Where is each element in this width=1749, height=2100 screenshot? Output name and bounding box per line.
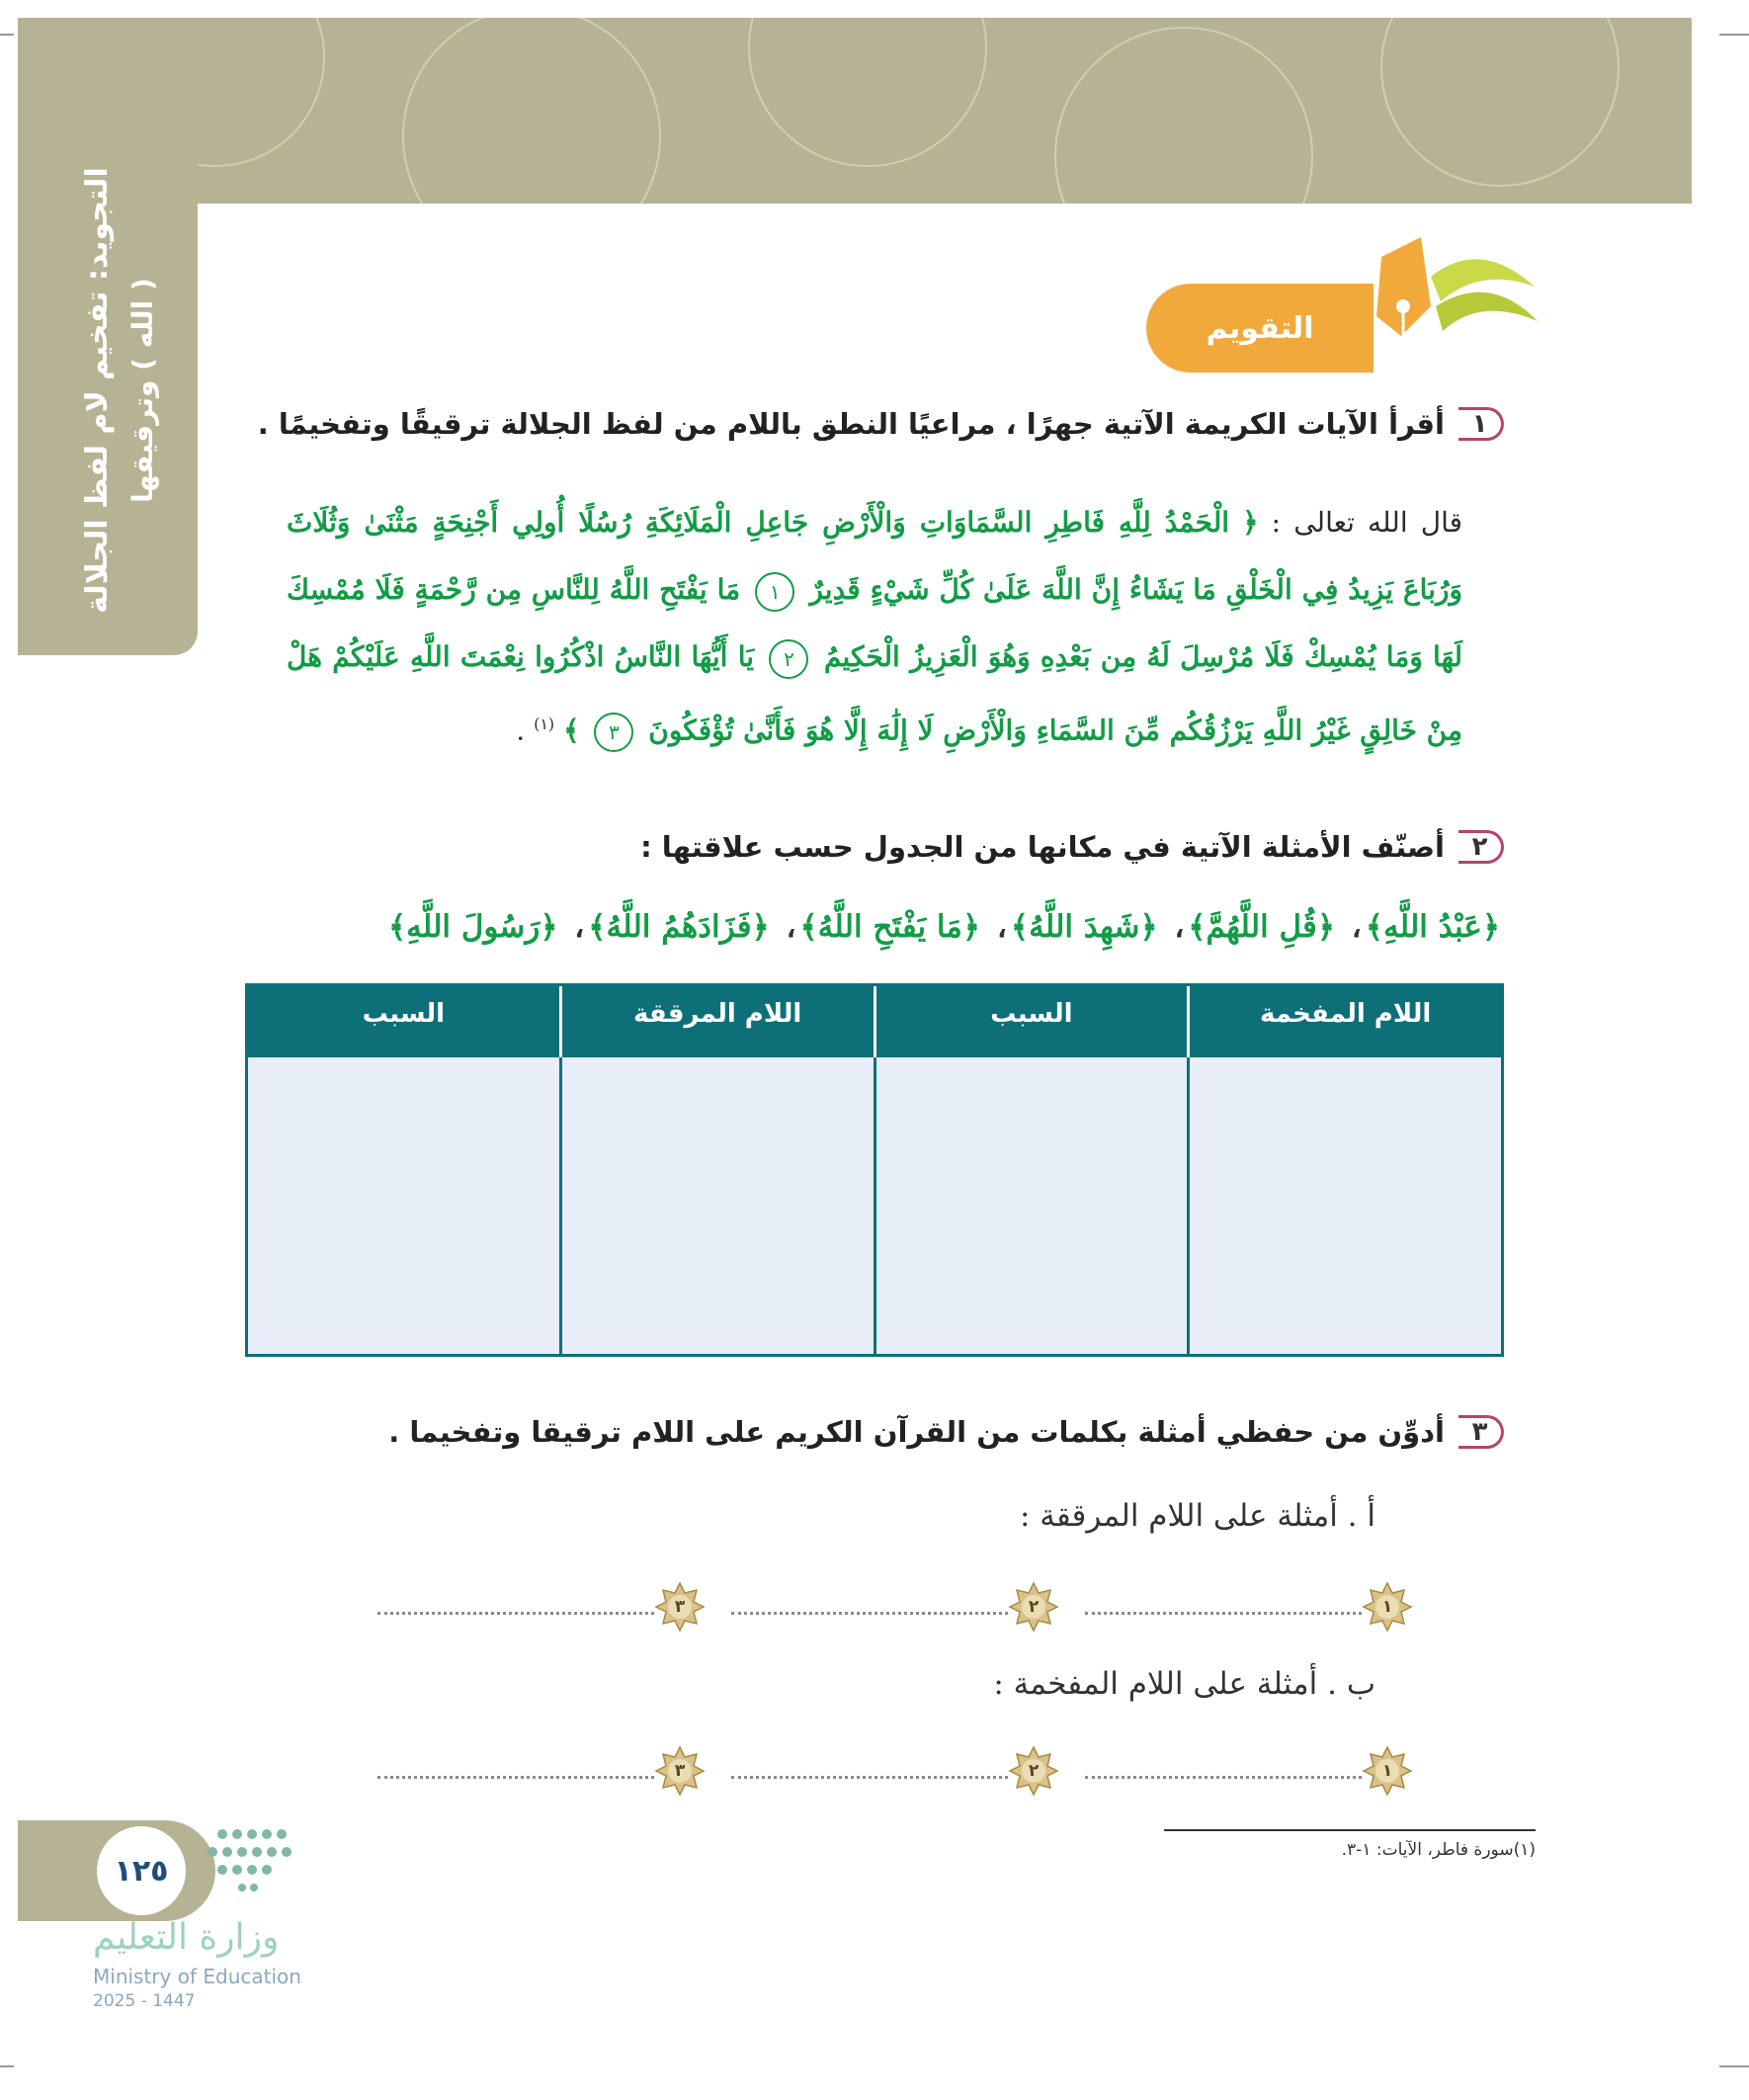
ministry-name-arabic: وزارة التعليم [93, 1917, 280, 1958]
chapter-title [75, 158, 194, 623]
question-3 [388, 1415, 1504, 1449]
example-item: ﴿فَزَادَهُمُ اللَّهُ﴾ [588, 909, 770, 945]
classification-table [245, 983, 1504, 1357]
arabesque-pattern [18, 18, 1692, 204]
verse-text-2: مَا يَفْتَحِ اللَّهُ لِلنَّاسِ مِن رَّحْمَةٍ فَلَا مُمْسِكَ لَهَا وَمَا يُمْسِكْ فَلَا مُرْسِلَ لَهُ مِن بَعْدِهِ وَهُوَ الْعَزِيزُ الْحَكِيمُ [287, 573, 1463, 673]
example-item: ﴿شَهِدَ اللَّهُ﴾ [1010, 909, 1158, 945]
answer-row-heavy [326, 1741, 1413, 1801]
question-text: أقرأ الآيات الكريمة الآتية جهرًا ، مراعيًا النطق باللام من لفظ الجلالة ترقيقًا وتفخيمًا . [257, 407, 1445, 441]
header-band [18, 18, 1692, 204]
table-header-row [248, 986, 1501, 1057]
table-answer-cell[interactable] [559, 1057, 874, 1354]
star-number-icon [654, 1581, 706, 1633]
examples-list [294, 909, 1500, 945]
answer-slot[interactable] [731, 1581, 1059, 1633]
example-separator: ، [1351, 909, 1362, 945]
verse-text-3: يَا أَيُّهَا النَّاسُ اذْكُرُوا نِعْمَتَ اللَّهِ عَلَيْكُمْ هَلْ مِنْ خَالِقٍ غَيْرُ اللَّهِ يَرْزُقُكُم مِّنَ السَّمَاءِ وَالْأَرْضِ لَا إِلَٰهَ إِلَّا هُوَ فَأَنَّىٰ تُؤْفَكُونَ [287, 640, 1462, 747]
quran-passage [287, 489, 1462, 764]
chapter-title-line1: التجويد: تفخيم لام لفظ الجلالة [80, 167, 115, 614]
slot-number: ٢ [1028, 1761, 1040, 1781]
pen-book-icon [1362, 227, 1540, 376]
verse-close-bracket: ﴾ [563, 714, 580, 747]
academic-year: 2025 - 1447 [93, 1991, 196, 2011]
slot-number: ٣ [674, 1597, 686, 1617]
table-header-cell: السبب [362, 999, 446, 1029]
slot-number: ١ [1381, 1597, 1393, 1617]
answer-slot[interactable] [1085, 1581, 1413, 1633]
dotted-answer-line[interactable] [1085, 1761, 1362, 1779]
example-item: ﴿قُلِ اللَّهُمَّ﴾ [1188, 909, 1335, 945]
verse-end: . [516, 714, 526, 747]
quran-intro: قال الله تعالى : [1271, 506, 1462, 539]
example-item: ﴿رَسُولَ اللَّهِ﴾ [387, 909, 558, 945]
star-number-icon [1362, 1745, 1413, 1797]
crop-mark [1719, 2065, 1749, 2067]
page-number: ١٢٥ [97, 1826, 186, 1915]
answer-slot[interactable] [377, 1745, 706, 1797]
ayah-number-marker: ٣ [594, 713, 633, 752]
chapter-title-line2: ( الله ) وترقيقها [126, 278, 159, 503]
table-header-cell: اللام المرققة [559, 986, 874, 1057]
slot-number: ٣ [674, 1761, 686, 1781]
dotted-answer-line[interactable] [377, 1597, 654, 1615]
question-text: أصنّف الأمثلة الآتية في مكانها من الجدول حسب علاقتها : [640, 830, 1445, 864]
table-answer-cell[interactable] [874, 1057, 1188, 1354]
dotted-answer-line[interactable] [377, 1761, 654, 1779]
table-header-cell: اللام المفخمة [1187, 986, 1501, 1057]
slot-number: ١ [1381, 1761, 1393, 1781]
dotted-answer-line[interactable] [731, 1597, 1008, 1615]
table-header-cell: السبب [874, 986, 1188, 1057]
example-separator: ، [574, 909, 585, 945]
question-1 [258, 407, 1504, 441]
verse-text-1: الْحَمْدُ لِلَّهِ فَاطِرِ السَّمَاوَاتِ وَالْأَرْضِ جَاعِلِ الْمَلَائِكَةِ رُسُلًا أُولِي أَجْنِحَةٍ مَثْنَىٰ وَثُلَاثَ وَرُبَاعَ يَزِيدُ فِي الْخَلْقِ مَا يَشَاءُ إِنَّ اللَّهَ عَلَىٰ كُلِّ شَيْءٍ قَدِيرٌ [287, 506, 1463, 606]
ayah-number-marker: ٢ [769, 639, 808, 679]
table-answer-cell[interactable] [248, 1057, 559, 1354]
dotted-answer-line[interactable] [1085, 1597, 1362, 1615]
table-row [248, 1057, 1501, 1354]
question-text: أدوِّن من حفظي أمثلة بكلمات من القرآن الكريم على اللام ترقيقا وتفخيما . [388, 1415, 1445, 1449]
star-number-icon [654, 1745, 706, 1797]
verse-open-bracket: ﴿ [1242, 506, 1259, 539]
question-number: ٢ [1458, 830, 1504, 864]
footnote-reference: (١) [534, 714, 555, 733]
star-number-icon [1362, 1581, 1413, 1633]
example-item: ﴿مَا يَفْتَحِ اللَّهُ﴾ [799, 909, 981, 945]
answer-slot[interactable] [1085, 1745, 1413, 1797]
slot-number: ٢ [1028, 1597, 1040, 1617]
star-number-icon [1008, 1745, 1059, 1797]
question-number: ١ [1458, 407, 1504, 441]
question-2 [640, 830, 1504, 864]
table-answer-cell[interactable] [1187, 1057, 1501, 1354]
crop-mark [0, 34, 14, 36]
crop-mark [1719, 34, 1749, 36]
example-separator: ، [996, 909, 1007, 945]
example-separator: ، [1174, 909, 1185, 945]
answer-row-light [326, 1577, 1413, 1637]
example-separator: ، [786, 909, 796, 945]
section-badge-label: التقويم [1206, 310, 1314, 346]
ayah-number-marker: ١ [755, 572, 794, 612]
crop-mark [0, 2065, 14, 2067]
example-item: ﴿عَبْدُ اللَّهِ﴾ [1365, 909, 1500, 945]
examples-light-label: أ . أمثلة على اللام المرققة : [1019, 1498, 1375, 1534]
answer-slot[interactable] [731, 1745, 1059, 1797]
ministry-name-english: Ministry of Education [93, 1965, 301, 1988]
dotted-answer-line[interactable] [731, 1761, 1008, 1779]
question-number: ٣ [1458, 1415, 1504, 1449]
answer-slot[interactable] [377, 1581, 706, 1633]
examples-heavy-label: ب . أمثلة على اللام المفخمة : [993, 1666, 1375, 1702]
star-number-icon [1008, 1581, 1059, 1633]
section-badge [1146, 284, 1374, 373]
footnote-divider [1164, 1829, 1536, 1831]
footnote: (١)سورة فاطر، الآيات: ١-٣. [1341, 1840, 1536, 1860]
